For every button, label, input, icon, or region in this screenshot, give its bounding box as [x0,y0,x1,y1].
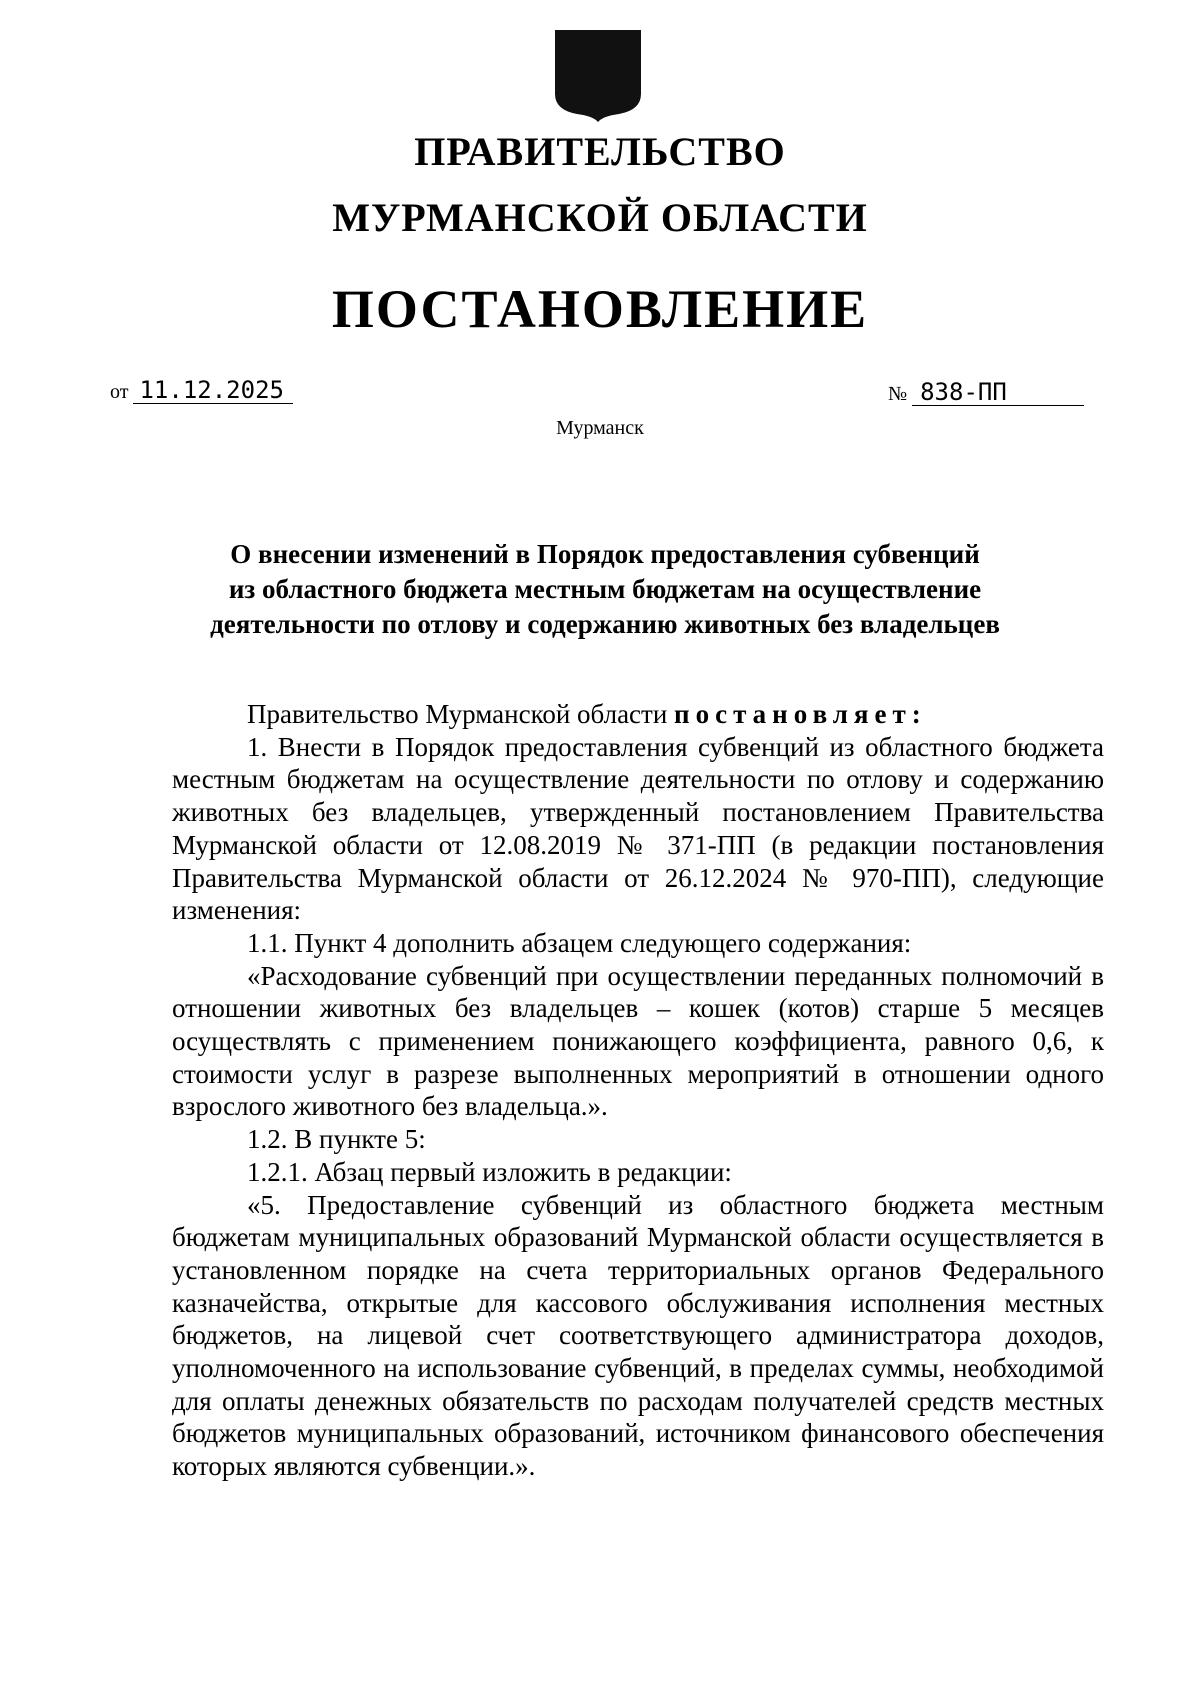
body-paragraph: «Расходование субвенций при осуществлении переданных полномочий в отношении животных без владельцев – кошек (котов) старше 5 месяцев осуществлять с применением понижающего коэффициента, равного 0,6, к стоимости услуг в разрезе выполненных мероприятий в отношении одного взрослого животного без владельца.». [172,960,1104,1122]
decree-word: постановляет: [674,699,927,729]
document-date [110,378,293,404]
number-prefix: № [888,383,908,405]
document-number [888,380,1084,406]
date-prefix: от [110,381,129,403]
date-value: 11.12.2025 [133,378,293,404]
number-value: 838-ПП [912,380,1084,406]
document-subject [170,537,1040,642]
document-type-title: ПОСТАНОВЛЕНИЕ [331,279,869,339]
body-paragraph: 1.1. Пункт 4 дополнить абзацем следующего содержания: [247,927,912,958]
body-paragraph: 1.2. В пункте 5: [247,1124,426,1155]
subject-line: деятельности по отлову и содержанию животных без владельцев [210,609,1000,639]
body-paragraph: 1.2.1. Абзац первый изложить в редакции: [247,1156,732,1187]
decree-intro: Правительство Мурманской области [247,699,668,729]
body-paragraph: «5. Предоставление субвенций из областного бюджета местным бюджетам муниципальных образований Мурманской области осуществляется в установленном порядке на счета территориальных органов Федерального казначейства, открытые для кассового обслуживания исполнения местных бюджетов, на лицевой счет соответствующего администратора доходов, уполномоченного на использование субвенций, в пределах суммы, необходимой для оплаты денежных обязательств по расходам получателей средств местных бюджетов муниципальных образований, источником финансового обеспечения которых являются субвенции.». [172,1189,1104,1482]
coat-of-arms-shield-icon [555,30,641,122]
government-name-line1: ПРАВИТЕЛЬСТВО [414,129,786,174]
government-name-line2: МУРМАНСКОЙ ОБЛАСТИ [332,195,868,240]
decree-intro-paragraph [172,698,1104,731]
subject-line: О внесении изменений в Порядок предоставления субвенций [230,539,980,569]
document-body [172,698,1104,1483]
subject-line: из областного бюджета местным бюджетам на осуществление [228,574,982,604]
body-paragraph: 1. Внести в Порядок предоставления субвенций из областного бюджета местным бюджетам на осуществление деятельности по отлову и содержанию животных без владельцев, утвержденный постановлением Правительства Мурманской области от 12.08.2019 № 371-ПП (в редакции постановления Правительства Мурманской области от 26.12.2024 № 970-ПП), следующие изменения: [172,731,1104,926]
city-name: Мурманск [556,417,644,439]
